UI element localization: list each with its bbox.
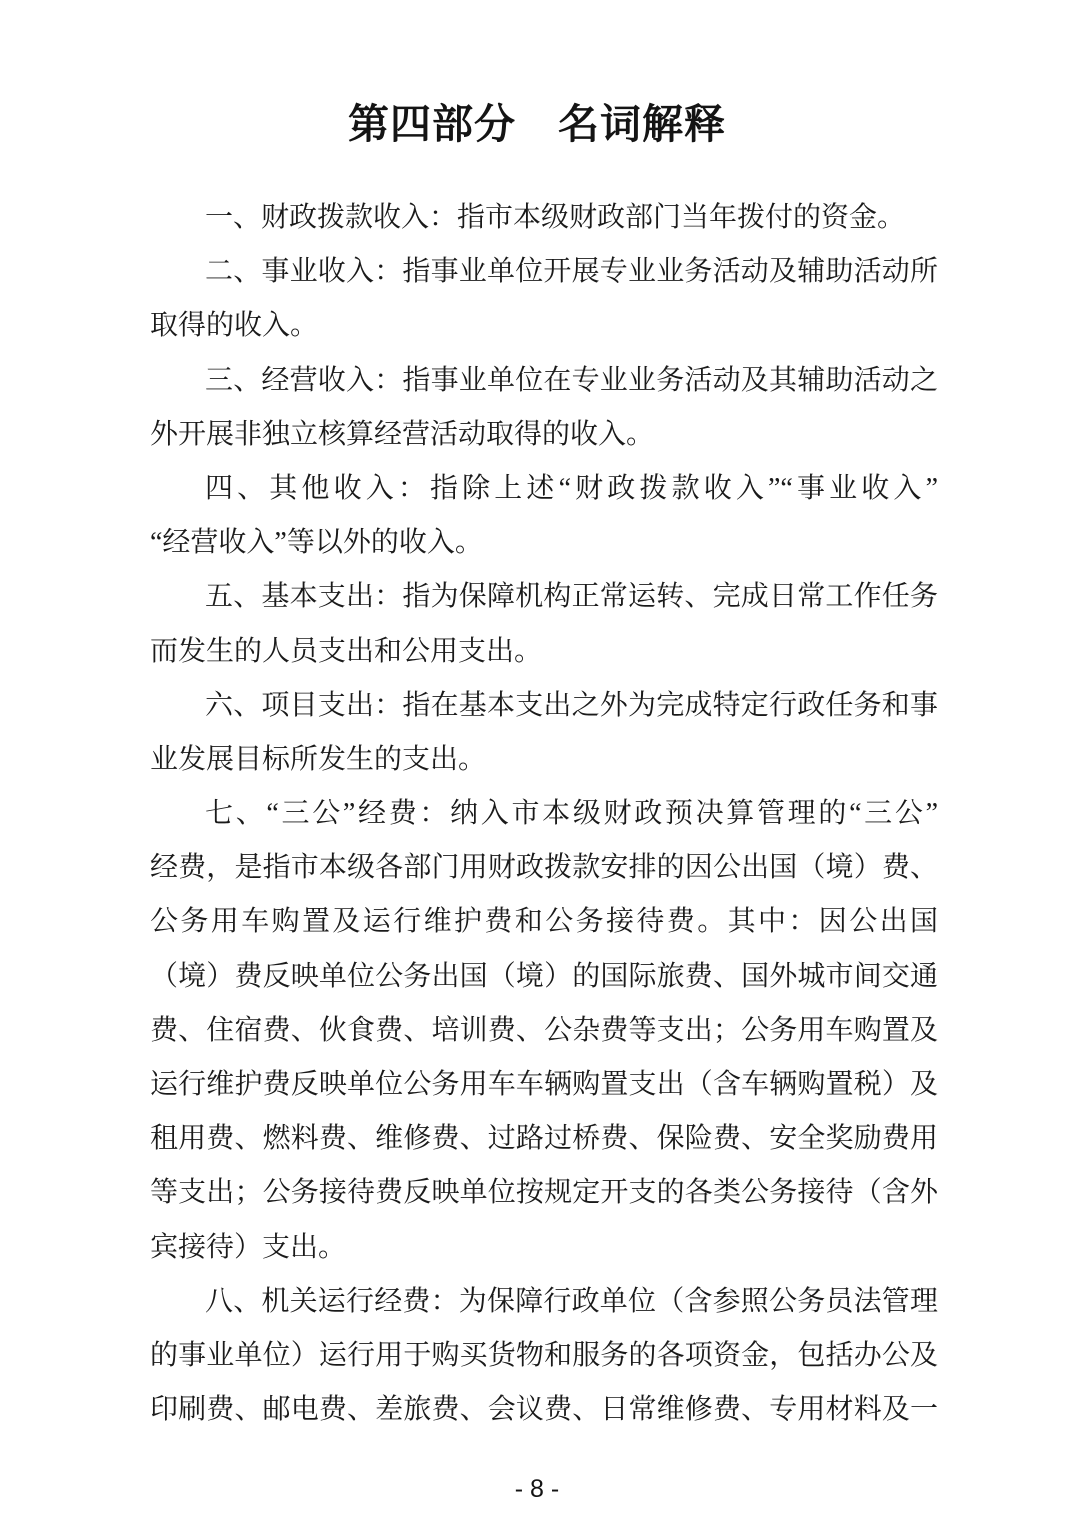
text-line: 经费，是指市本级各部门用财政拨款安排的因公出国（境）费、 bbox=[150, 852, 938, 884]
text-line: 的事业单位）运行用于购买货物和服务的各项资金，包括办公及 bbox=[150, 1339, 938, 1371]
text-line: 取得的收入。 bbox=[150, 310, 319, 342]
text-line: 一、财政拨款收入：指市本级财政部门当年拨付的资金。 bbox=[205, 202, 906, 233]
text-line: 租用费、燃料费、维修费、过路过桥费、保险费、安全奖励费用 bbox=[150, 1123, 938, 1155]
text-line: 二、事业收入：指事业单位开展专业业务活动及辅助活动所 bbox=[205, 256, 938, 288]
text-line: “经营收入”等以外的收入。 bbox=[150, 527, 483, 559]
document-title: 第四部分 名词解释 bbox=[348, 101, 726, 147]
text-line: 八、机关运行经费：为保障行政单位（含参照公务员法管理 bbox=[205, 1285, 938, 1317]
text-line: 业发展目标所发生的支出。 bbox=[150, 743, 487, 775]
text-line: 运行维护费反映单位公务用车车辆购置支出（含车辆购置税）及 bbox=[150, 1069, 938, 1100]
text-line: 而发生的人员支出和公用支出。 bbox=[150, 635, 543, 667]
text-line: 印刷费、邮电费、差旅费、会议费、日常维修费、专用材料及一 bbox=[150, 1394, 938, 1426]
text-line: （境）费反映单位公务出国（境）的国际旅费、国外城市间交通 bbox=[150, 960, 938, 992]
text-line: 五、基本支出：指为保障机构正常运转、完成日常工作任务 bbox=[205, 581, 938, 613]
text-line: 外开展非独立核算经营活动取得的收入。 bbox=[150, 418, 655, 450]
text-line: 四、其他收入：指除上述“财政拨款收入”“事业收入” bbox=[205, 472, 938, 504]
text-line: 等支出；公务接待费反映单位按规定开支的各类公务接待（含外 bbox=[150, 1177, 938, 1209]
text-line: 六、项目支出：指在基本支出之外为完成特定行政任务和事 bbox=[205, 689, 938, 721]
text-line: 宾接待）支出。 bbox=[150, 1231, 347, 1263]
text-line: 三、经营收入：指事业单位在专业业务活动及其辅助活动之 bbox=[205, 364, 938, 396]
text-line: 七、“三公”经费：纳入市本级财政预决算管理的“三公” bbox=[205, 798, 938, 830]
page-number: - 8 - bbox=[514, 1475, 560, 1503]
text-line: 公务用车购置及运行维护费和公务接待费。其中：因公出国 bbox=[150, 906, 938, 938]
document-body bbox=[150, 191, 938, 1437]
text-line: 费、住宿费、伙食费、培训费、公杂费等支出；公务用车购置及 bbox=[150, 1014, 938, 1046]
